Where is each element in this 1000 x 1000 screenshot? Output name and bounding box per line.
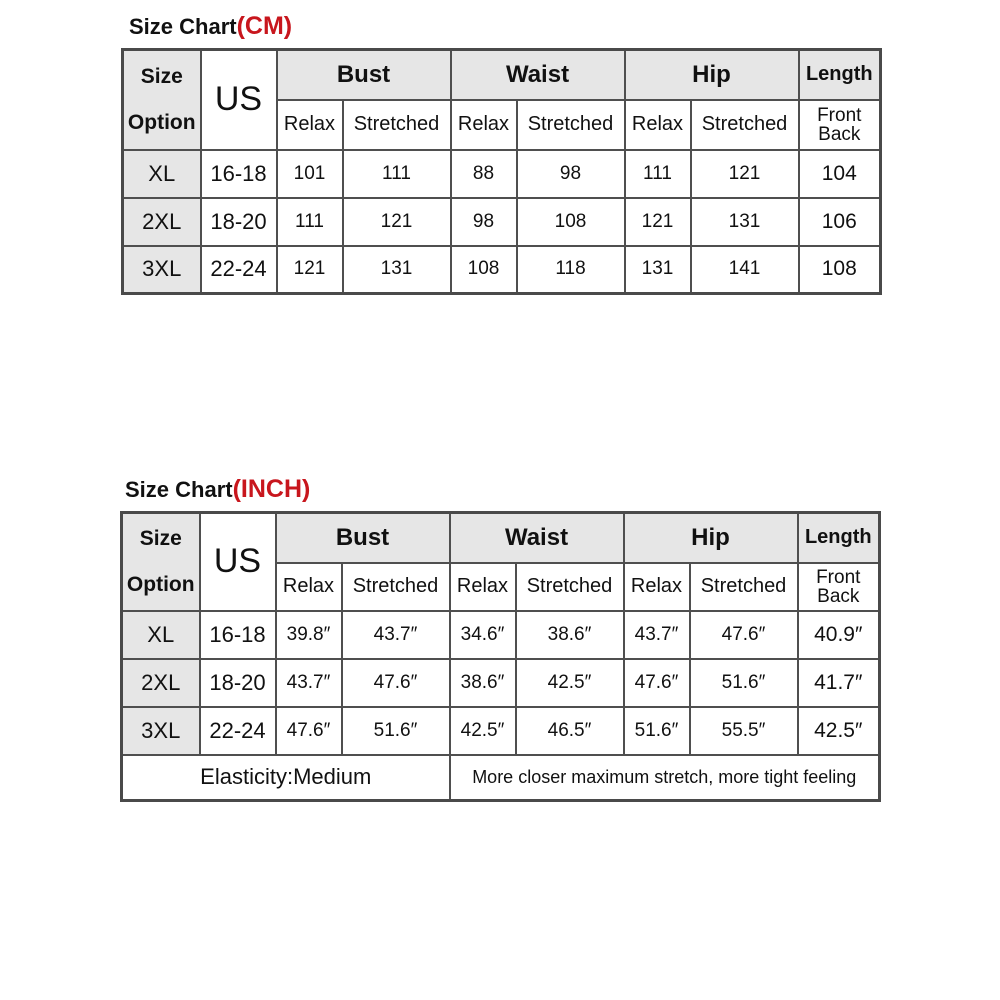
bust-stretched-cell: 43.7″ [342,611,450,659]
cm-chart-title-unit: (CM) [236,12,293,40]
waist-header: Waist [451,50,625,100]
bust-header: Bust [276,513,450,563]
option-label: Option [126,572,195,596]
size-option-header [122,513,200,611]
size-cell: 3XL [123,246,201,294]
cm-chart-title-prefix: Size Chart [129,14,237,39]
table-row [122,659,880,707]
waist-header: Waist [450,513,624,563]
table-row [122,707,880,755]
waist-stretched-cell: 38.6″ [516,611,624,659]
hip-stretched-header: Stretched [691,100,799,150]
hip-header: Hip [624,513,798,563]
length-cell: 108 [799,246,881,294]
size-cell: XL [122,611,200,659]
cm-chart-title [129,12,292,41]
us-cell: 22-24 [201,246,277,294]
bust-stretched-cell: 111 [343,150,451,198]
length-header: Length [798,513,880,563]
back-label: Back [817,585,860,607]
bust-relax-cell: 111 [277,198,343,246]
size-label: Size [140,64,183,88]
hip-relax-header: Relax [624,563,690,611]
table-row [123,150,881,198]
front-back-header [798,563,880,611]
size-option-header [123,50,201,150]
elasticity-row [122,755,880,801]
size-cell: 3XL [122,707,200,755]
cm-size-table [121,48,882,295]
bust-relax-cell: 101 [277,150,343,198]
bust-stretched-cell: 47.6″ [342,659,450,707]
front-label: Front [816,566,861,588]
waist-relax-header: Relax [451,100,517,150]
bust-relax-header: Relax [276,563,342,611]
back-label: Back [818,123,861,145]
hip-relax-cell: 51.6″ [624,707,690,755]
bust-stretched-header: Stretched [343,100,451,150]
inch-size-table [120,511,881,802]
us-cell: 22-24 [200,707,276,755]
hip-stretched-cell: 141 [691,246,799,294]
hip-stretched-cell: 51.6″ [690,659,798,707]
bust-relax-header: Relax [277,100,343,150]
hip-relax-cell: 43.7″ [624,611,690,659]
us-cell: 16-18 [200,611,276,659]
waist-relax-cell: 34.6″ [450,611,516,659]
bust-relax-cell: 39.8″ [276,611,342,659]
waist-stretched-cell: 98 [517,150,625,198]
waist-stretched-cell: 118 [517,246,625,294]
table-row [123,246,881,294]
inch-chart-title [125,475,310,504]
waist-relax-cell: 42.5″ [450,707,516,755]
length-cell: 40.9″ [798,611,880,659]
us-header: US [200,513,276,611]
size-cell: 2XL [123,198,201,246]
inch-header-row-1 [122,513,880,563]
bust-relax-cell: 43.7″ [276,659,342,707]
hip-relax-cell: 47.6″ [624,659,690,707]
cm-header-row-1 [123,50,881,100]
length-cell: 106 [799,198,881,246]
table-row [123,198,881,246]
hip-stretched-cell: 131 [691,198,799,246]
waist-stretched-cell: 42.5″ [516,659,624,707]
size-label: Size [139,526,182,550]
length-cell: 42.5″ [798,707,880,755]
hip-stretched-cell: 55.5″ [690,707,798,755]
hip-stretched-header: Stretched [690,563,798,611]
bust-relax-cell: 47.6″ [276,707,342,755]
bust-stretched-cell: 51.6″ [342,707,450,755]
front-back-header [799,100,881,150]
elasticity-note: More closer maximum stretch, more tight feeling [450,755,880,801]
hip-relax-header: Relax [625,100,691,150]
waist-stretched-header: Stretched [516,563,624,611]
option-label: Option [127,110,196,134]
size-cell: 2XL [122,659,200,707]
hip-relax-cell: 131 [625,246,691,294]
length-header: Length [799,50,881,100]
waist-stretched-cell: 108 [517,198,625,246]
length-cell: 41.7″ [798,659,880,707]
bust-header: Bust [277,50,451,100]
waist-stretched-header: Stretched [517,100,625,150]
front-label: Front [817,104,862,126]
us-header: US [201,50,277,150]
waist-relax-header: Relax [450,563,516,611]
waist-relax-cell: 98 [451,198,517,246]
us-cell: 16-18 [201,150,277,198]
elasticity-label: Elasticity:Medium [122,755,450,801]
waist-stretched-cell: 46.5″ [516,707,624,755]
us-cell: 18-20 [201,198,277,246]
hip-relax-cell: 111 [625,150,691,198]
table-row [122,611,880,659]
hip-relax-cell: 121 [625,198,691,246]
bust-stretched-header: Stretched [342,563,450,611]
hip-header: Hip [625,50,799,100]
waist-relax-cell: 88 [451,150,517,198]
size-cell: XL [123,150,201,198]
us-cell: 18-20 [200,659,276,707]
waist-relax-cell: 38.6″ [450,659,516,707]
length-cell: 104 [799,150,881,198]
bust-relax-cell: 121 [277,246,343,294]
hip-stretched-cell: 121 [691,150,799,198]
inch-chart-title-unit: (INCH) [232,475,311,503]
inch-chart-title-prefix: Size Chart [125,477,233,502]
hip-stretched-cell: 47.6″ [690,611,798,659]
bust-stretched-cell: 131 [343,246,451,294]
bust-stretched-cell: 121 [343,198,451,246]
waist-relax-cell: 108 [451,246,517,294]
